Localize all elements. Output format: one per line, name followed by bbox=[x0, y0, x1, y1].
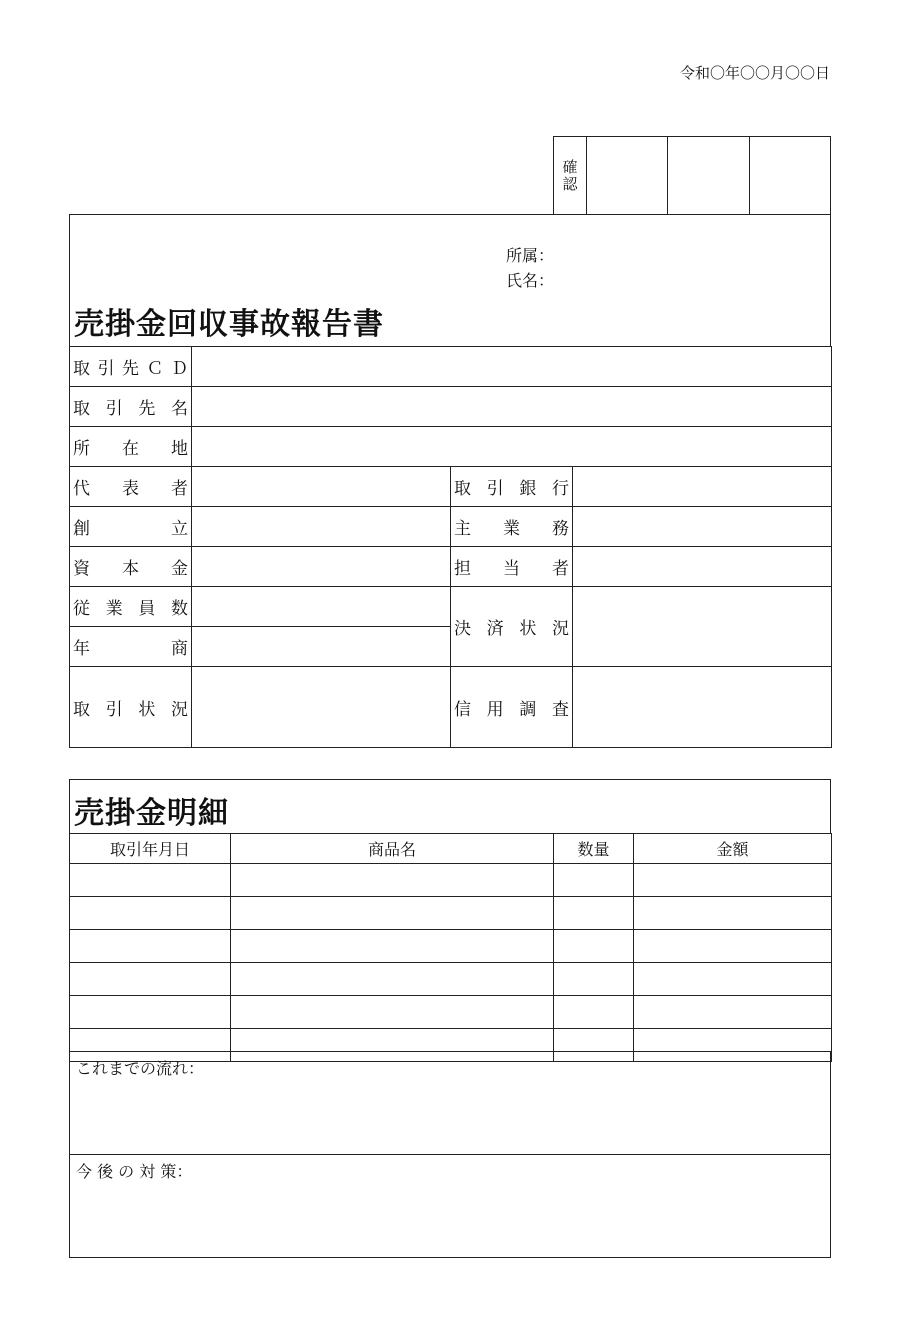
product-cell[interactable] bbox=[231, 963, 554, 996]
label-char: 資 bbox=[73, 559, 90, 579]
report-header bbox=[69, 214, 831, 347]
employees-label bbox=[70, 587, 192, 627]
bank-label bbox=[451, 467, 573, 507]
label-char: 名 bbox=[170, 399, 188, 419]
label-char: 本 bbox=[122, 559, 139, 579]
label-char: 状 bbox=[519, 619, 537, 639]
label-char: 況 bbox=[551, 619, 569, 639]
label-char: 状 bbox=[138, 699, 156, 720]
label-char: 当 bbox=[503, 559, 520, 579]
quantity-cell[interactable] bbox=[554, 963, 634, 996]
person-label bbox=[451, 547, 573, 587]
trade-status-label bbox=[70, 667, 192, 748]
label-spread bbox=[454, 514, 569, 539]
report-date: 令和〇年〇〇月〇〇日 bbox=[679, 64, 830, 82]
label-char: 信 bbox=[454, 699, 471, 720]
table-row bbox=[70, 996, 832, 1029]
representative-field[interactable] bbox=[192, 467, 451, 507]
detail-rows bbox=[70, 864, 832, 1062]
label-char: 地 bbox=[171, 439, 188, 459]
amount-cell[interactable] bbox=[634, 897, 832, 930]
label-char: 立 bbox=[171, 519, 188, 539]
label-char: 業 bbox=[503, 519, 520, 539]
label-char: 取 bbox=[454, 479, 471, 499]
date-cell[interactable] bbox=[70, 864, 231, 897]
trade-status-field[interactable] bbox=[192, 667, 451, 748]
measures-label: 今 後 の 対 策： bbox=[76, 1162, 193, 1181]
col-product-header: 商品名 bbox=[231, 834, 554, 864]
table-row bbox=[70, 963, 832, 996]
label-char: 金 bbox=[171, 559, 188, 579]
address-field[interactable] bbox=[192, 427, 832, 467]
business-label bbox=[451, 507, 573, 547]
bank-field[interactable] bbox=[573, 467, 832, 507]
quantity-cell[interactable] bbox=[554, 864, 634, 897]
quantity-cell[interactable] bbox=[554, 897, 634, 930]
label-char: 表 bbox=[122, 479, 139, 499]
detail-title: 売掛金明細 bbox=[74, 796, 229, 831]
business-field[interactable] bbox=[573, 507, 832, 547]
receivables-detail-table bbox=[69, 833, 832, 1062]
client-info-table bbox=[69, 346, 832, 748]
label-char: 調 bbox=[519, 699, 537, 720]
label-char: 者 bbox=[552, 559, 569, 579]
page-title: 売掛金回収事故報告書 bbox=[74, 307, 384, 342]
label-char: 代 bbox=[73, 479, 90, 499]
label-char: 従 bbox=[73, 599, 90, 619]
label-char: 務 bbox=[552, 519, 569, 539]
date-cell[interactable] bbox=[70, 930, 231, 963]
employees-field[interactable] bbox=[192, 587, 451, 627]
client-name-field[interactable] bbox=[192, 387, 832, 427]
history-box[interactable] bbox=[69, 1051, 831, 1155]
label-char: 創 bbox=[73, 519, 90, 539]
product-cell[interactable] bbox=[231, 864, 554, 897]
stamp-cell[interactable] bbox=[668, 137, 749, 214]
label-char: 数 bbox=[170, 599, 188, 619]
amount-cell[interactable] bbox=[634, 963, 832, 996]
label-spread bbox=[73, 434, 188, 459]
label-spread bbox=[73, 514, 188, 539]
credit-check-field[interactable] bbox=[573, 667, 832, 748]
quantity-cell[interactable] bbox=[554, 930, 634, 963]
label-char: 用 bbox=[486, 699, 504, 720]
label-char: 査 bbox=[551, 699, 569, 720]
address-label bbox=[70, 427, 192, 467]
label-char: 済 bbox=[486, 619, 504, 639]
col-date-header: 取引年月日 bbox=[70, 834, 231, 864]
client-name-label bbox=[70, 387, 192, 427]
affiliation-label: 所属： bbox=[506, 246, 555, 265]
stamp-cell[interactable] bbox=[587, 137, 668, 214]
label-char: 年 bbox=[73, 639, 90, 659]
label-char: 引 bbox=[97, 359, 115, 379]
label-char: 先 bbox=[138, 399, 156, 419]
label-spread bbox=[73, 394, 188, 419]
label-char: 取 bbox=[73, 399, 90, 419]
table-row bbox=[70, 864, 832, 897]
table-row bbox=[70, 897, 832, 930]
annual-sales-label bbox=[70, 627, 192, 667]
label-char: 所 bbox=[73, 439, 90, 459]
settlement-field[interactable] bbox=[573, 587, 832, 667]
representative-label bbox=[70, 467, 192, 507]
label-char: 商 bbox=[171, 639, 188, 659]
label-spread bbox=[454, 474, 569, 499]
label-char: 行 bbox=[551, 479, 569, 499]
label-char: 在 bbox=[122, 439, 139, 459]
label-char: 者 bbox=[171, 479, 188, 499]
label-char: 主 bbox=[454, 519, 471, 539]
label-char: Ｃ bbox=[146, 359, 164, 379]
col-amount-header: 金額 bbox=[634, 834, 832, 864]
label-char: Ｄ bbox=[171, 359, 188, 379]
confirm-label: 確認 bbox=[554, 137, 587, 214]
label-char: 取 bbox=[73, 359, 90, 379]
stamp-cell[interactable] bbox=[750, 137, 830, 214]
name-label: 氏名： bbox=[506, 271, 555, 290]
founded-field[interactable] bbox=[192, 507, 451, 547]
product-cell[interactable] bbox=[231, 996, 554, 1029]
label-char: 決 bbox=[454, 619, 471, 639]
confirm-stamp-box bbox=[553, 136, 831, 215]
capital-label bbox=[70, 547, 192, 587]
amount-cell[interactable] bbox=[634, 996, 832, 1029]
quantity-cell[interactable] bbox=[554, 996, 634, 1029]
settlement-label bbox=[451, 587, 573, 667]
label-char: 引 bbox=[105, 399, 123, 419]
amount-cell[interactable] bbox=[634, 930, 832, 963]
person-field[interactable] bbox=[573, 547, 832, 587]
label-spread bbox=[73, 634, 188, 659]
affiliation-block bbox=[506, 243, 554, 293]
label-spread bbox=[454, 614, 569, 639]
label-char: 取 bbox=[73, 699, 90, 720]
history-label: これまでの流れ： bbox=[76, 1059, 205, 1078]
label-spread bbox=[454, 554, 569, 579]
date-cell[interactable] bbox=[70, 996, 231, 1029]
annual-sales-field[interactable] bbox=[192, 627, 451, 667]
label-char: 担 bbox=[454, 559, 471, 579]
label-char: 況 bbox=[170, 699, 188, 720]
label-char: 引 bbox=[105, 699, 123, 720]
label-char: 引 bbox=[486, 479, 504, 499]
client-cd-field[interactable] bbox=[192, 347, 832, 387]
date-cell[interactable] bbox=[70, 963, 231, 996]
amount-cell[interactable] bbox=[634, 864, 832, 897]
product-cell[interactable] bbox=[231, 930, 554, 963]
label-char: 銀 bbox=[519, 479, 537, 499]
founded-label bbox=[70, 507, 192, 547]
label-spread bbox=[73, 695, 188, 720]
credit-check-label bbox=[451, 667, 573, 748]
label-spread bbox=[73, 594, 188, 619]
label-spread bbox=[454, 695, 569, 720]
detail-header bbox=[69, 779, 831, 834]
date-cell[interactable] bbox=[70, 897, 231, 930]
client-cd-label bbox=[70, 347, 192, 387]
label-char: 業 bbox=[105, 599, 123, 619]
label-spread bbox=[73, 354, 188, 379]
capital-field[interactable] bbox=[192, 547, 451, 587]
table-row bbox=[70, 930, 832, 963]
label-spread bbox=[73, 554, 188, 579]
label-char: 員 bbox=[138, 599, 156, 619]
col-quantity-header: 数量 bbox=[554, 834, 634, 864]
measures-box[interactable] bbox=[69, 1154, 831, 1258]
label-char: 先 bbox=[122, 359, 139, 379]
product-cell[interactable] bbox=[231, 897, 554, 930]
label-spread bbox=[73, 474, 188, 499]
